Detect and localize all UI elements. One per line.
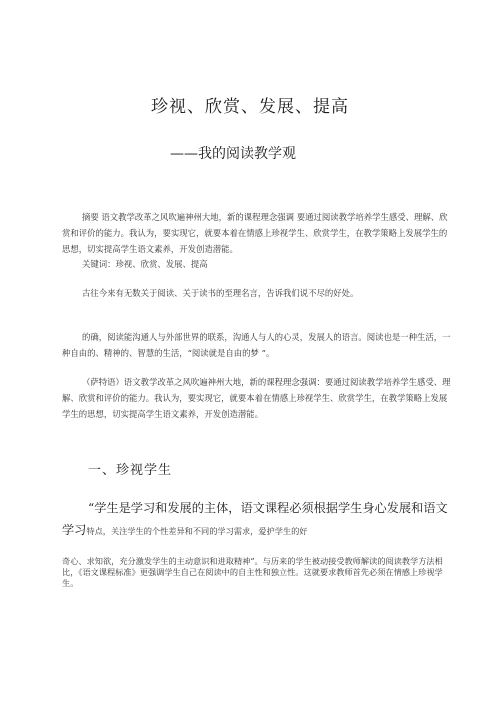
large-quote-paragraph — [62, 497, 457, 542]
quote-intro-paragraph: 古往今来有无数关于阅读、关于读书的至理名言，告诉我们说不尽的好处。 — [82, 288, 359, 298]
section-heading: 一、珍视学生 — [88, 463, 173, 478]
sartre-paragraph: （萨特语）语文教学改革之风吹遍神州大地，新的课程理念强调：要通过阅读教学培养学生感受、理解、欣赏和评价的能力。我认为，要实现它，就要本着在情感上珍视学生、欣赏学生，在教学策略上发展学生的思想，切实提高学生语文素养，开发创造潜能。 — [62, 377, 451, 419]
document-title: 珍视、欣赏、发展、提高 — [151, 97, 349, 117]
tail-paragraph: 奇心、求知欲，充分激发学生的主动意识和进取精神”。与历来的学生被动接受教师解读的阅读教学方法相比，《语文课程标准》更强调学生自己在阅读中的自主性和独立性。这就要求教师首先必须在情感上珍视学生。 — [62, 556, 443, 588]
small-quote-tail: 特点，关注学生的个性差异和不同的学习需求，爱护学生的好 — [86, 526, 308, 536]
reading-paragraph: 的确，阅读能沟通人与外部世界的联系，沟通人与人的心灵，发展人的语言。阅读也是一种生活，一种自由的、精神的、智慧的生活，“阅读就是自由的梦 ”。 — [62, 332, 451, 358]
large-quote-text: “学生是学习和发展的主体，语文课程必须根据学生身心发展和语文学习 — [62, 501, 448, 537]
abstract-paragraph: 摘要 语文教学改革之风吹遍神州大地，新的课程理念强调 要通过阅读教学培养学生感受、理解、欣赏和评价的能力。我认为，要实现它，就要本着在情感上珍视学生、欣赏学生，在教学策略上发展学生的思想，切实提高学生语文素养，开发创造潜能。 — [62, 212, 448, 254]
keywords-line: 关键词：珍视、欣赏、发展、提高 — [82, 259, 208, 269]
document-subtitle: ——我的阅读教学观 — [170, 146, 296, 162]
